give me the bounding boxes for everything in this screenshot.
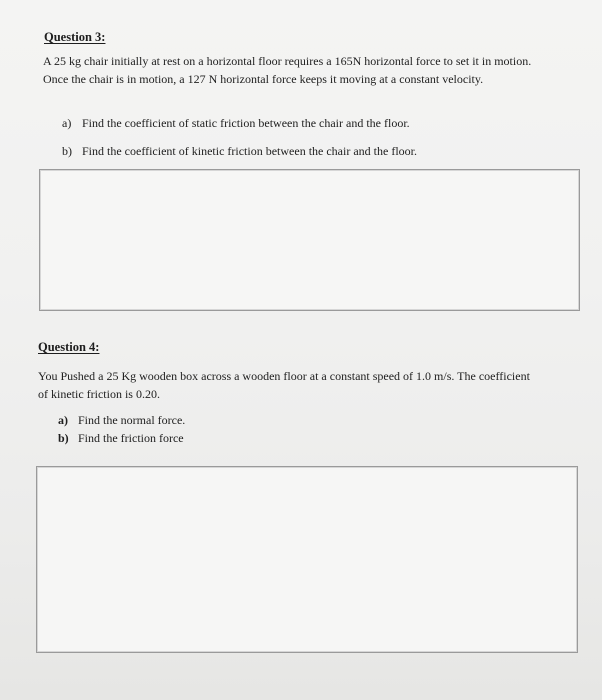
part-a-text: Find the coefficient of static friction between the chair and the floor. bbox=[82, 116, 410, 130]
question-3-part-b bbox=[62, 144, 417, 159]
question-3-heading: Question 3: bbox=[44, 30, 106, 44]
question-4-answer-box[interactable] bbox=[36, 466, 578, 653]
part-b-text: Find the coefficient of kinetic friction between the chair and the floor. bbox=[82, 144, 417, 158]
part-a-text: Find the normal force. bbox=[78, 413, 186, 427]
question-4-part-a bbox=[58, 413, 185, 428]
question-4-text: You Pushed a 25 Kg wooden box across a wooden floor at a constant speed of 1.0 m/s. The coefficient of kinetic friction is 0.20. bbox=[38, 369, 530, 401]
question-4-heading: Question 4: bbox=[38, 340, 100, 354]
part-b-text: Find the friction force bbox=[78, 431, 184, 445]
part-b-marker: b) bbox=[62, 144, 72, 158]
part-b-marker: b) bbox=[58, 431, 69, 445]
part-a-marker: a) bbox=[58, 413, 68, 427]
part-a-marker: a) bbox=[62, 116, 72, 130]
question-4-part-b bbox=[58, 431, 184, 446]
question-3-text: A 25 kg chair initially at rest on a horizontal floor requires a 165N horizontal force to set it in motion. Once the chair is in motion, a 127 N horizontal force keeps it moving at a constant velocity. bbox=[43, 54, 532, 86]
question-3-answer-box[interactable] bbox=[39, 169, 580, 311]
question-3-part-a bbox=[62, 116, 410, 131]
